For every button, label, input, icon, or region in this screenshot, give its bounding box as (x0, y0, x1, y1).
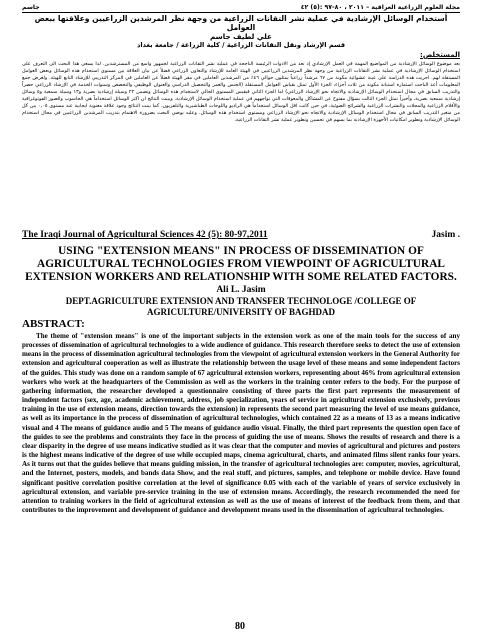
english-author-short: Jasim . (431, 230, 460, 240)
arabic-abstract-heading: المستخلص: (420, 51, 460, 59)
english-author: Ali L. Jasim (216, 285, 266, 295)
arabic-abstract: يعد موضوع الوسائل الإرشادية من المواضيع المهمة في العمل الإرشادي إذ تعد من الادوات الرئيسة الناجحة في عملية نشر التقانات الزراعية لجمهور واسع من المسترشدين. لذا يسعى هذا البحث الى التعرف على استخدام الوسائل الإرشادية في عملية نشر التقانات الزراعية من وجهة نظر المرشدين الزراعيين في الهيئة العامة للإرشاد والتعاون الزراعي فضلاً عن بيان العلاقة بين مستوى استخدام هذه الوسائل وبعض العوامل المستقلة لهم. اجريت هذه الدراسة على عينة عشوائية مكونة من ٦٧ مرشداً زراعياً يمثلون حوالي ٤٦٪ من المرشدين العاملين في مقر الهيئة فضلاً عن العاملين في المركز التدريبي للإرشاد التابع للهيئة. ولغرض جمع المعلومات أعد الباحث استمارة استبانة مكونة من ثلاث أجزاء، الجزء الأول تمثل بقياس العوامل المستقلة (الجنس والعمر والتحصيل الدراسي والعنوان الوظيفي والتخصص وسنوات الخدمة في الإرشاد الزراعي حصراً والتدريب السابق في مجال استخدام الوسائل الإرشادية والاتجاه نحو الإرشاد الزراعي) اما الجزء الثاني فيقيس المستوى الحالي لاستخدام هذه الوسائل وتضمن ٢٢ وسيلة إرشادية بصرية و١٣ وسيلة سمعية و٥ وسائل إرشادية سمعية بصرية، وأخيراً تمثل الجزء الثالث بسؤال مفتوح عن المشاكل والمعوقات التي تواجههم في عملية استخدام الوسائل الإرشادية. وبينت النتائج ان اكثر الوسائل استخداماً هي الحاسوب والصور الفوتوغرافية والأفلام الزراعية والمجلات والنشرات الزراعية والشرائح الضوئية، في حين كانت اقل الوسائل استخداماً هي الراديو واللوحات الطباشيرية والتلفزيون. كما بينت النتائج وجود علاقة معنوية ايجابية عند مستوى ٠,٠٥ بين كل من متغير التدريب السابق في مجال استخدام الوسائل الإرشادية والاتجاه نحو الإرشاد الزراعي ومستوى استخدام هذه الوسائل. وعليه يوصي البحث بضرورة الاهتمام بتدريب المرشدين الزراعيين في مجال استخدام الوسائل الإرشادية وتطوير امكانيات الأجهزة الإرشادية بما يسهم في تحسين وتطوير عملية نشر التقانات الزراعية. (22, 61, 460, 124)
arabic-title: أستخدام الوسائل الإرشادية في عملية نشر التقانات الزراعية من وجهة نظر المرشدين الزراعيين وعلاقتها ببعض العوامل (34, 14, 448, 32)
english-title: USING "EXTENSION MEANS" IN PROCESS OF DISSEMINATION OF AGRICULTURAL TECHNOLOGIES FROM VIEWPOINT OF AGRICULTURAL EXTENSION WORKERS AND RELATIONSHIP WITH SOME RELATED FACTORS. (25, 245, 457, 283)
english-abstract-heading: ABSTRACT: (22, 318, 85, 330)
arabic-affiliation: قسم الإرشاد ونقل التقانات الزراعية / كلية الزراعة / جامعة بغداد (136, 41, 346, 49)
arabic-author: علي لطيف جاسم (210, 32, 272, 41)
english-abstract: The theme of "extension means" is one of the important subjects in the extension work as one of the main tools for the success of any processes of dissemination of agricultural technologies to a wide audience of guidance. This research therefore seeks to detect the use of extension means in the process of dissemination agricultural technologies from the viewpoint of agricultural extension workers in the General Authority for extension and agricultural cooperation as well as illustrate the relationship between the usage level of these means and some independent factors of the guides. This study was done on a random sample of 67 agricultural extension workers, representing about 46% from agricultural extension workers who work at the headquarters of the Commission as well as the workers in the training center refers to the body. For the purpose of gathering information, the researcher developed a questionnaire consisting of three parts the first part represents the measurement of independent factors (sex, age, academic achievement, address, job specialization, years of service in agricultural extension exclusively, previous training in the use of extension means, direction towards the extension) in represents the second part measuring the level of use means guidance, as well as its importance in the process of dissemination of agricultural technologies, which contained 22 as a means of 13 as a means indicative visual and 4 The means of guidance audio and 5 The means of guidance audio visual. Finally, the third part represents the question open face of the guides to see the problems and constraints they face in the process of guiding the use of means. Shows the results of research and there is a clear disparity in the degree of use means indicative studied as it was clear that the computer and movies of agricultural and pictures and posters is the highest means indicative of the degree of use while occupied maps, cinema agricultural, charts, and animated films silent ranks four years. As it turns out that the guides believe that means guiding mission, in the transfer of agricultural technologies are: computer, movies, agricultural, and the Internet, posters, models, and bands data Show, and the real stuff, and pictures, samples, and telephone or mobile device. Have found significant positive correlation positive correlation at the level of significance 0.05 with each of the variable of years of service exclusively in agricultural extension, and variable pre-service training in the use of extension means. Accordingly, the research recommended the need for attention to training workers in the field of agricultural extension as well as the use of means of interest of the feedback from them, and that contributes to the improvement and development of guidance and development means used in the dissemination of agricultural technologies. (22, 332, 460, 514)
arabic-author-short: جاسم (22, 4, 40, 11)
page-number: 80 (235, 621, 245, 632)
arabic-journal-citation: مجلة العلوم الزراعية العراقية – ٢٠١١ ، ٨٠-٩٧ :(٥) ٤٢ (300, 4, 460, 11)
english-journal-citation: The Iraqi Journal of Agricultural Sciences 42 (5): 80-97,2011 (22, 230, 268, 240)
english-running-header (22, 230, 460, 241)
english-affiliation: DEPT.AGRICULTURE EXTENSION AND TRANSFER TECHNOLOGE /COLLEGE OF AGRICULTURE/UNIVERSITY OF BAGHDAD (65, 296, 417, 317)
arabic-running-header (22, 4, 460, 13)
